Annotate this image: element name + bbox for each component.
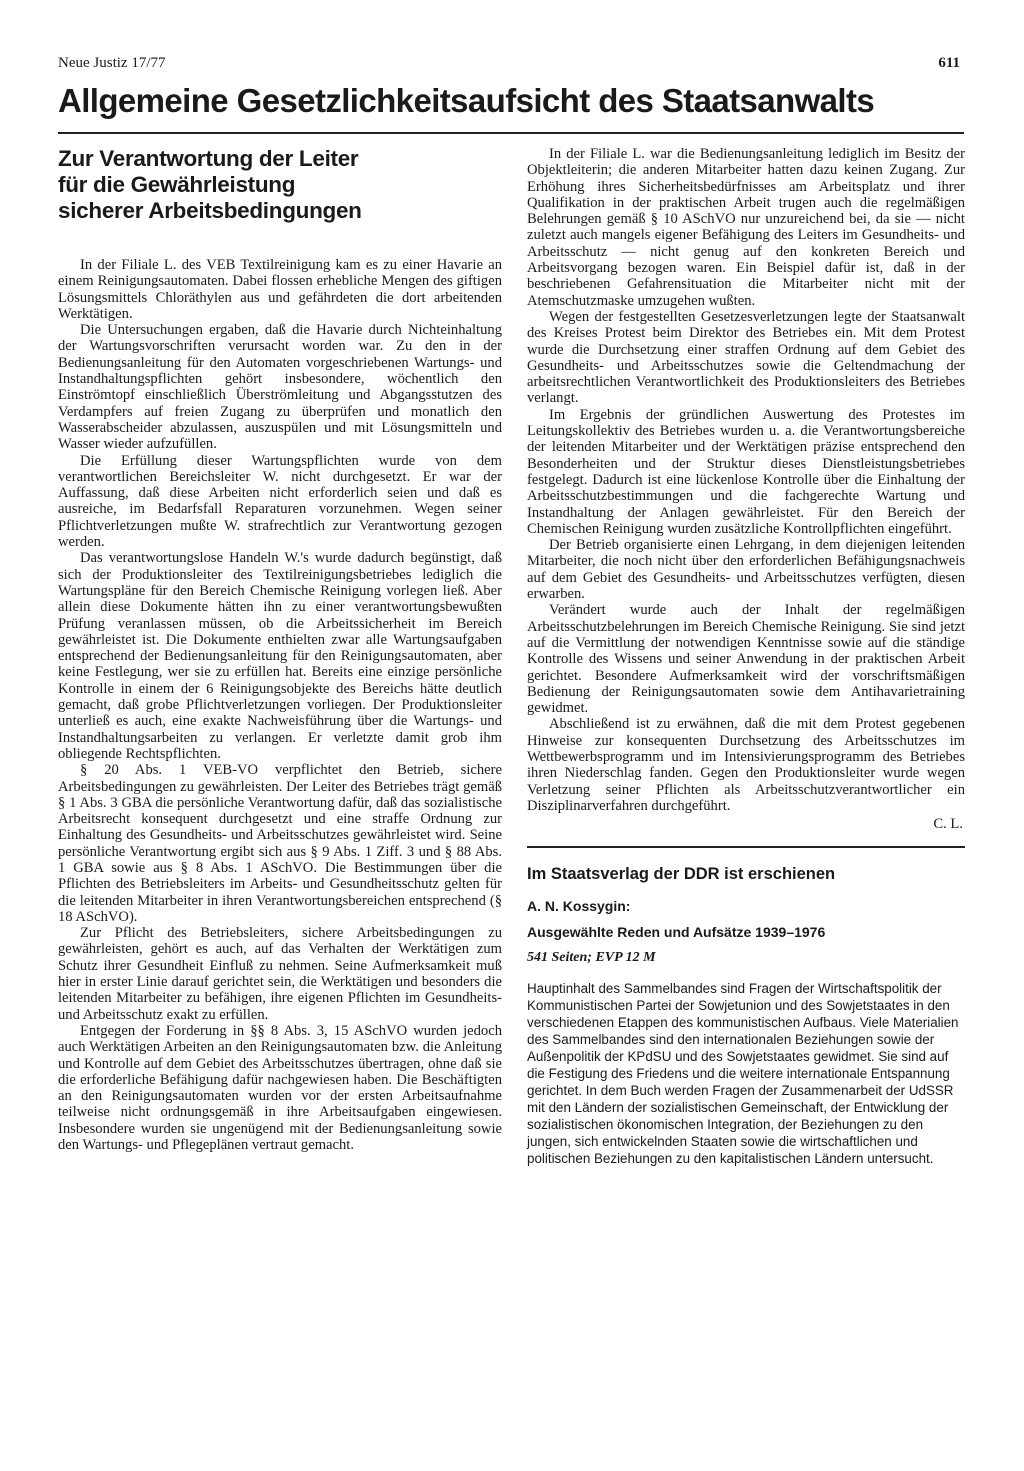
article-heading-line: sicherer Arbeitsbedingungen [58, 198, 362, 223]
article-paragraph: Zur Pflicht des Betriebsleiters, sichere Arbeitsbedingungen zu gewährleisten, gehört es auch, auf das Verhalten der Werktätigen zum Schutz ihrer Gesundheit Einfluß zu nehmen. Seine Aufmerksamkeit muß hier in erster Linie darauf gerichtet sein, die Werktätigen und besonders die leitenden Mitarbeiter zu befähigen, ihre eigenen Pflichten im Gesundheits- und Arbeitsschutz exakt zu erfüllen. [58, 925, 502, 1023]
section-title: Allgemeine Gesetzlichkeitsaufsicht des Staatsanwalts [58, 82, 875, 119]
article-body-right [527, 146, 965, 814]
page-number: 611 [938, 55, 960, 71]
article-paragraph: Der Betrieb organisierte einen Lehrgang, in dem diejenigen leitenden Mitarbeiter, die noch nicht über den erforderlichen Befähigungsnachweis auf dem Gebiet des Gesundheits- und Arbeitsschutzes verfügten, diesen erwarben. [527, 537, 965, 603]
article-paragraph: Im Ergebnis der gründlichen Auswertung des Protestes im Leitungskollektiv des Betriebes wurden u. a. die Verantwortungsbereiche der leitenden Mitarbeiter und der Werktätigen präzise entsprechend den Besonderheiten und der Struktur dieses Dienstleistungsbetriebes festgelegt. Dadurch ist eine lückenlose Kontrolle über die Einhaltung der Arbeitsschutzbestimmungen und die fachgerechte Wartung und Instandhaltung der Anlagen gewährleistet. Für den Bereich der Chemischen Reinigung wurden zusätzliche Kontrollpflichten eingeführt. [527, 406, 965, 537]
article-paragraph: Abschließend ist zu erwähnen, daß die mit dem Protest gegebenen Hinweise zur konsequenten Durchsetzung des Arbeitsschutzes im Wettbewerbsprogramm und im Intensivierungsprogramm des Betriebes ihren Niederschlag fanden. Gegen den Produktionsleiter wurde wegen Verletzung seiner Pflichten als Arbeitsschutzverantwortlicher ein Disziplinarverfahren durchgeführt. [527, 716, 965, 814]
article-paragraph: In der Filiale L. war die Bedienungsanleitung lediglich im Besitz der Objektleiterin; die anderen Mitarbeiter hatten dazu keinen Zugang. Zur Erhöhung ihres Sicherheitsbedürfnisses am Arbeitsplatz und ihrer Qualifikation in der praktischen Arbeit trugen auch die regelmäßigen Belehrungen gemäß § 10 ASchVO nur unzureichend bei, da sie — nicht zuletzt auch mangels eigener Befähigung des Leiters im Gesundheits- und Arbeitsschutz — nicht genug auf den konkreten Bereich und Arbeitsvorgang bezogen waren. Ein Beispiel dafür ist, daß in der beschriebenen Gefahrensituation die Mitarbeiter nicht mit der Atemschutzmaske umzugehen wußten. [527, 146, 965, 309]
article-body-left [58, 257, 502, 1153]
article-heading [58, 146, 502, 224]
book-summary: Hauptinhalt des Sammelbandes sind Fragen der Wirtschaftspolitik der Kommunistischen Partei der Sowjetunion und des Sowjetstaates in den verschiedenen Etappen des kommunistischen Aufbaus. Viele Materialien des Sammelbandes sind den internationalen Beziehungen sowie der Außenpolitik der KPdSU und des Sowjetstaates gewidmet. Sie sind auf die Festigung des Friedens und die weitere internationale Entspannung gerichtet. In dem Buch werden Fragen der Zusammenarbeit der UdSSR mit den Ländern der sozialistischen Gemeinschaft, der Entwicklung der sozialistischen ökonomischen Integration, der Beziehungen zu den jungen, sich entwickelnden Staaten sowie die wirtschaftlichen und politischen Beziehungen zu den kapitalistischen Ländern untersucht. [527, 981, 959, 1166]
article-paragraph: Die Erfüllung dieser Wartungspflichten wurde von dem verantwortlichen Bereichsleiter W. nicht durchgesetzt. Er war der Auffassung, daß diese Arbeiten nicht erforderlich seien und daß es ausreiche, im Bedarfsfall Reparaturen vorzunehmen. Wegen seiner Pflichtverletzungen mußte W. strafrechtlich zur Verantwortung gezogen werden. [58, 452, 502, 551]
article-paragraph: Die Untersuchungen ergaben, daß die Havarie durch Nichteinhaltung der Wartungsvorschriften verursacht worden war. Zu den in der Bedienungsanleitung für den Automaten vorgeschriebenen Wartungs- und Instandhaltungspflichten gehört insbesondere, wöchentlich den Einströmtopf einschließlich Überströmleitung und Abgangsstutzen des Verdampfers auf freien Zugang zu überprüfen und monatlich den Wasserabscheider abzulassen, auszuspülen und mit Lösungsmitteln und Wasser wieder aufzufüllen. [58, 322, 502, 453]
notice-divider [527, 846, 965, 848]
article-paragraph: Das verantwortungslose Handeln W.'s wurde dadurch begünstigt, daß sich der Produktionsleiter des Textilreinigungsbetriebes lediglich die Wartungspläne für den Bereich Chemische Reinigung vorlegen ließ. Aber allein diese Dokumente hätten ihn zu einer verantwortungsbewußten Prüfung veranlassen müssen, ob die Arbeitssicherheit im Bereich gewährleistet ist. Die Dokumente enthielten zwar alle Wartungsaufgaben entsprechend der Bedienungsanleitung für den Reinigungsautomaten, aber keine Festlegung, wer sie zu erfüllen hat. Bereits eine einzige persönliche Kontrolle in einem der 6 Reinigungsobjekte des Bereichs hätte deutlich gemacht, daß grobe Pflichtverletzungen vorliegen. Der Produktionsleiter unterließ es auch, eine exakte Nachweisführung über die Wartungs- und Instandhaltungsarbeiten zu verlangen. Er verletzte damit grob ihm obliegende Rechtspflichten. [58, 550, 502, 762]
left-column [58, 146, 502, 1153]
running-head [58, 55, 960, 77]
book-author: A. N. Kossygin: [527, 898, 631, 915]
author-initials: C. L. [933, 816, 963, 833]
article-paragraph: In der Filiale L. des VEB Textilreinigung kam es zu einer Havarie an einem Reinigungsautomaten. Dabei flossen erhebliche Mengen des giftigen Lösungsmittels Chloräthylen aus und gefährdeten die dort arbeitenden Werktätigen. [58, 257, 502, 322]
book-title: Ausgewählte Reden und Aufsätze 1939–1976 [527, 924, 826, 941]
article-heading-line: für die Gewährleistung [58, 172, 296, 197]
article-paragraph: § 20 Abs. 1 VEB-VO verpflichtet den Betrieb, sichere Arbeitsbedingungen zu gewährleisten. Der Leiter des Betriebes trägt gemäß § 1 Abs. 3 GBA die persönliche Verantwortung dafür, daß das sozialistische Arbeitsrecht konsequent durchgesetzt und eine straffe Ordnung zur Einhaltung des Gesundheits- und Arbeitsschutzes gewährleistet wird. Seine persönliche Verantwortung ergibt sich aus § 9 Abs. 1 Ziff. 3 und § 88 Abs. 1 GBA sowie aus § 8 Abs. 1 ASchVO. Die Bestimmungen über die Pflichten des Betriebsleiters im Arbeits- und Gesundheitsschutz gelten für die leitenden Mitarbeiter in ihren Verantwortungsbereichen entsprechend (§ 18 ASchVO). [58, 762, 502, 925]
article-paragraph: Wegen der festgestellten Gesetzesverletzungen legte der Staatsanwalt des Kreises Protest beim Direktor des Betriebes ein. Mit dem Protest wurde die Durchsetzung einer straffen Ordnung auf dem Gebiet des Gesundheits- und Arbeitsschutzes sowie die Geltendmachung der arbeitsrechtlichen Verantwortlichkeit des Produktionsleiters des Betriebes verlangt. [527, 308, 965, 407]
journal-issue: Neue Justiz 17/77 [58, 55, 166, 71]
book-notice [527, 863, 965, 1167]
notice-heading: Im Staatsverlag der DDR ist erschienen [527, 865, 836, 884]
article-paragraph: Entgegen der Forderung in §§ 8 Abs. 3, 15 ASchVO wurden jedoch auch Werktätigen Arbeiten an den Reinigungsautomaten bzw. die Anleitung und Kontrolle auf dem Gebiet des Arbeitsschutzes übertragen, ohne daß sie die erforderliche Befähigung dafür nachgewiesen haben. Die Beschäftigten an den Reinigungsautomaten wurden vor der ersten Arbeitsaufnahme teilweise nicht ordnungsgemäß in ihre Arbeitsaufgaben eingewiesen. Insbesondere wurden sie ungenügend mit der Bedienungsanleitung sowie den Wartungs- und Pflegeplänen vertraut gemacht. [58, 1022, 502, 1154]
article-heading-line: Zur Verantwortung der Leiter [58, 146, 359, 171]
right-column [527, 146, 965, 1167]
article-paragraph: Verändert wurde auch der Inhalt der regelmäßigen Arbeitsschutzbelehrungen im Bereich Chemische Reinigung. Sie sind jetzt auf die Vermittlung der notwendigen Kenntnisse sowie auf die ständige Kontrolle des Wissens und seiner Anwendung in der praktischen Arbeit gerichtet. Besondere Aufmerksamkeit wird der vorschriftsmäßigen Bedienung der Reinigungsautomaten sowie dem Antihavarietraining gewidmet. [527, 602, 965, 717]
book-meta: 541 Seiten; EVP 12 M [527, 950, 656, 966]
section-divider [58, 132, 964, 134]
